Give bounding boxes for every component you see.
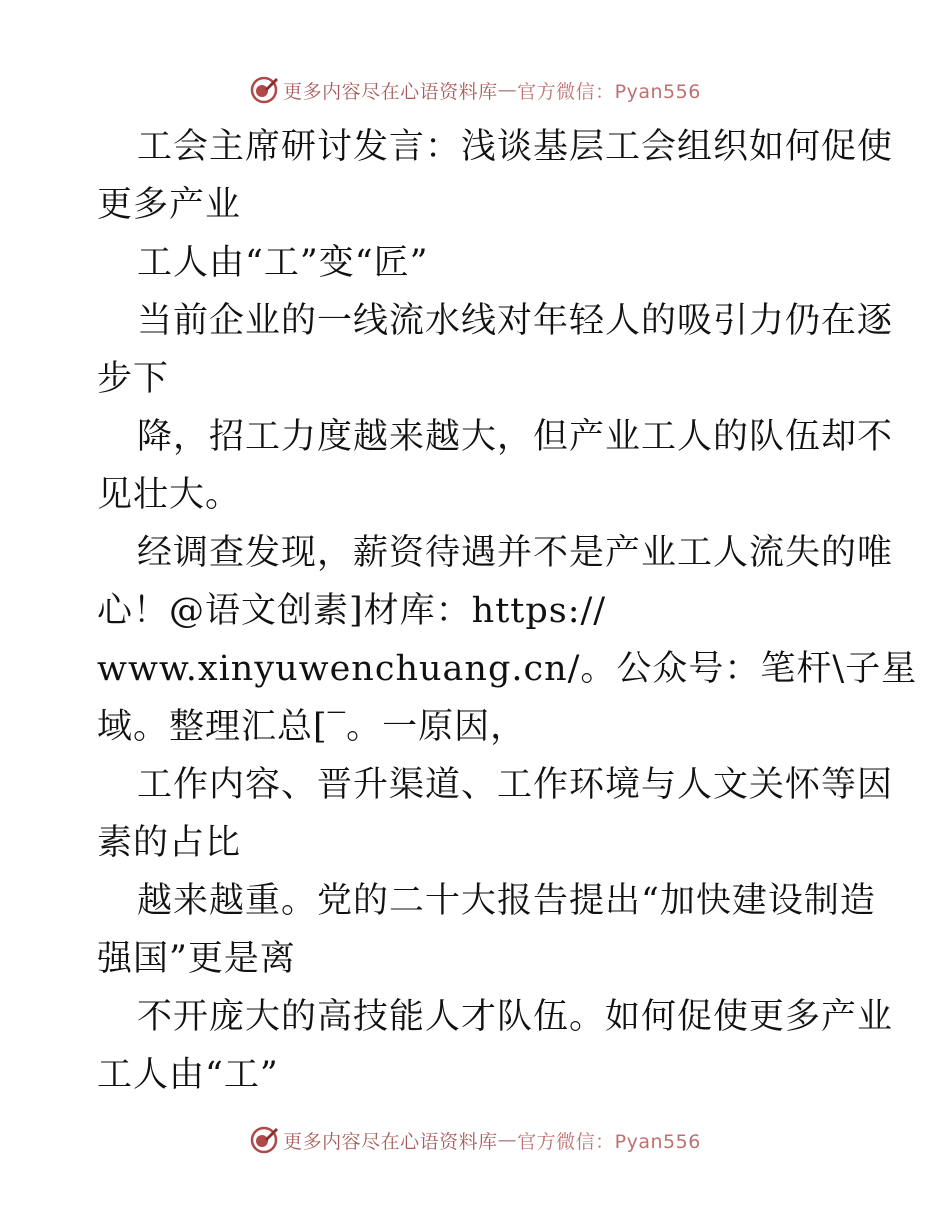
paragraph: [97, 524, 918, 756]
text-line: 素的占比: [97, 823, 242, 863]
text-line: 经调查发现，薪资待遇并不是产业工人流失的唯: [137, 533, 894, 573]
footer-watermark-banner: [0, 1120, 950, 1160]
paragraph: [97, 988, 894, 1104]
pen-logo-icon: [249, 75, 279, 105]
banner-separator: —: [497, 79, 518, 101]
document-body: [97, 118, 918, 1104]
text-line: www.xinyuwenchuang.cn/。公众号：笔杆\子星: [97, 649, 918, 689]
text-line: 更多产业: [97, 185, 242, 225]
text-line: 工会主席研讨发言：浅谈基层工会组织如何促使: [137, 127, 894, 167]
text-line: 强国”更是离: [97, 939, 296, 979]
pen-logo-icon: [249, 1125, 279, 1155]
banner-wechat: 官方微信：Pyan556: [517, 1130, 701, 1153]
paragraph: [97, 292, 894, 408]
text-line: 步下: [97, 359, 170, 399]
paragraph: [97, 118, 894, 234]
paragraph: [97, 408, 894, 524]
banner-separator: —: [497, 1129, 518, 1151]
paragraph: [97, 756, 894, 872]
text-line: 不开庞大的高技能人才队伍。如何促使更多产业: [137, 997, 894, 1037]
paragraph: [97, 872, 876, 988]
text-line: 降，招工力度越来越大，但产业工人的队伍却不: [137, 417, 894, 457]
text-line: 当前企业的一线流水线对年轻人的吸引力仍在逐: [137, 301, 894, 341]
banner-wechat: 官方微信：Pyan556: [517, 80, 701, 103]
paragraph: [97, 234, 857, 292]
header-watermark-banner: [0, 70, 950, 110]
text-line: 工作内容、晋升渠道、工作环境与人文关怀等因: [137, 765, 894, 805]
text-line: 工人由“工”: [97, 1055, 279, 1095]
text-line: 域。整理汇总[‾。一原因，: [97, 707, 527, 747]
text-line: 见壮大。: [97, 475, 242, 515]
text-line: 工人由“工”变“匠”: [137, 243, 429, 283]
text-line: 越来越重。党的二十大报告提出“加快建设制造: [137, 881, 876, 921]
banner-text: 更多内容尽在心语资料库: [283, 1130, 498, 1153]
banner-text: 更多内容尽在心语资料库: [283, 80, 498, 103]
text-line: 心！@语文创素]材库：https://: [97, 591, 607, 631]
